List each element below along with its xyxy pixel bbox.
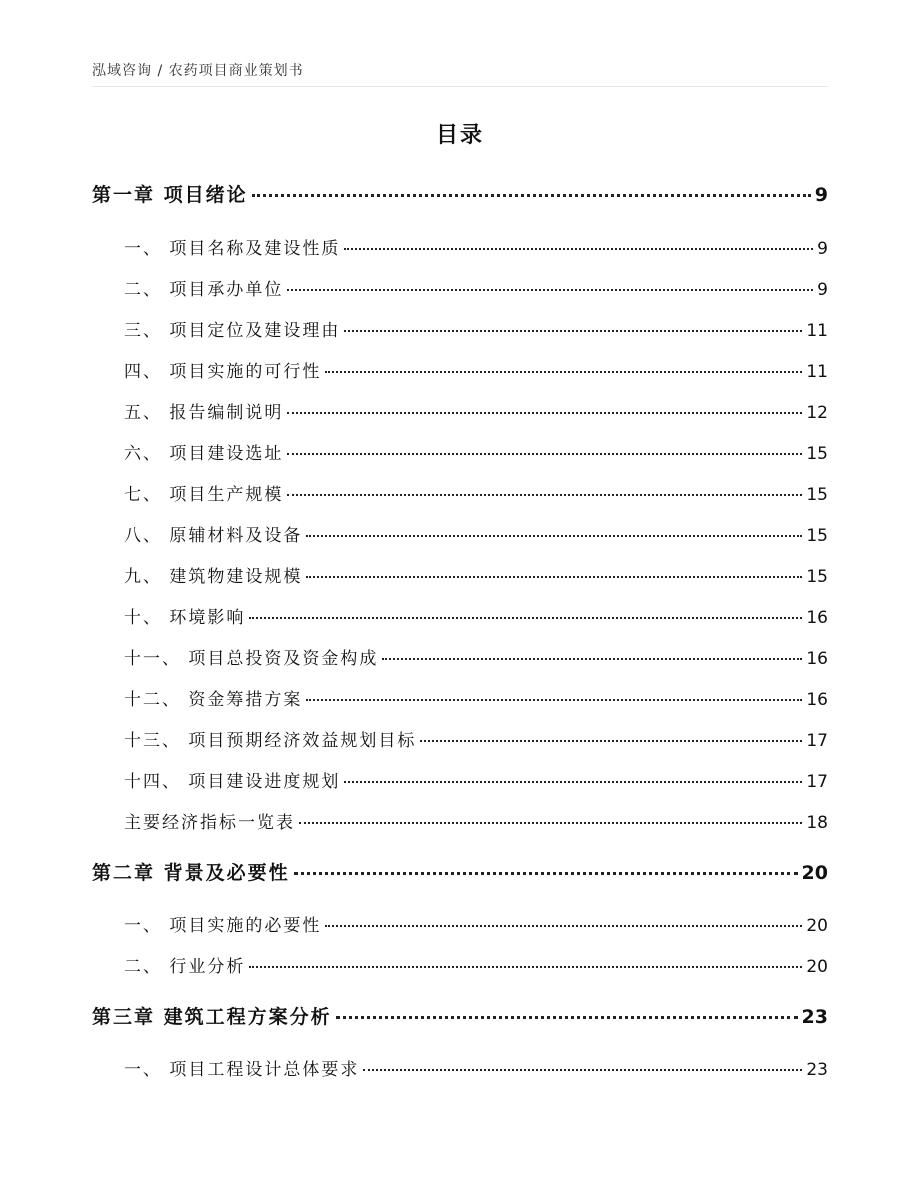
- toc-page-number: 17: [806, 731, 828, 751]
- toc-page-number: 9: [814, 184, 828, 206]
- dot-leader: [306, 576, 802, 578]
- toc-section[interactable]: [92, 480, 828, 505]
- toc-entry-label: 一、 项目工程设计总体要求: [124, 1060, 360, 1080]
- toc-page-number: 11: [806, 321, 828, 341]
- toc-chapter[interactable]: [92, 180, 828, 207]
- toc-page-number: 20: [801, 862, 828, 884]
- toc-entry-label: 第三章 建筑工程方案分析: [92, 1006, 332, 1028]
- toc-section[interactable]: [92, 562, 828, 587]
- dot-leader: [325, 371, 802, 373]
- dot-leader: [382, 658, 802, 660]
- dot-leader: [325, 925, 802, 927]
- toc-section[interactable]: [92, 357, 828, 382]
- toc-section[interactable]: [92, 234, 828, 259]
- toc-entry-label: 九、 建筑物建设规模: [124, 567, 303, 587]
- toc-entry-label: 三、 项目定位及建设理由: [124, 321, 341, 341]
- toc-page-number: 23: [806, 1060, 828, 1080]
- toc-entry-label: 主要经济指标一览表: [124, 813, 295, 833]
- dot-leader: [249, 617, 802, 619]
- toc-entry-label: 七、 项目生产规模: [124, 485, 284, 505]
- toc-entry-label: 六、 项目建设选址: [124, 444, 284, 464]
- toc-page-number: 12: [806, 403, 828, 423]
- dot-leader: [287, 453, 802, 455]
- toc-page-number: 11: [806, 362, 828, 382]
- dot-leader: [344, 330, 802, 332]
- toc-page-number: 15: [806, 485, 828, 505]
- toc-page-number: 23: [801, 1006, 828, 1028]
- toc-section[interactable]: [92, 952, 828, 977]
- toc-page-number: 20: [806, 957, 828, 977]
- dot-leader: [306, 535, 802, 537]
- dot-leader: [249, 966, 802, 968]
- dot-leader: [363, 1069, 802, 1071]
- toc-section[interactable]: [92, 275, 828, 300]
- toc-section[interactable]: [92, 767, 828, 792]
- dot-leader: [299, 822, 802, 824]
- toc-entry-label: 一、 项目实施的必要性: [124, 916, 322, 936]
- toc-section[interactable]: [92, 603, 828, 628]
- toc-page-number: 15: [806, 444, 828, 464]
- toc-page-number: 18: [806, 813, 828, 833]
- toc-entry-label: 十三、 项目预期经济效益规划目标: [124, 731, 417, 751]
- toc-entry-label: 四、 项目实施的可行性: [124, 362, 322, 382]
- toc-page-number: 15: [806, 526, 828, 546]
- dot-leader: [252, 194, 811, 197]
- dot-leader: [336, 1016, 798, 1019]
- toc-section[interactable]: [92, 521, 828, 546]
- toc-page-number: 16: [806, 649, 828, 669]
- dot-leader: [294, 872, 798, 875]
- dot-leader: [420, 740, 802, 742]
- toc-entry-label: 二、 项目承办单位: [124, 280, 284, 300]
- header-divider: [92, 86, 828, 87]
- toc-entry-label: 八、 原辅材料及设备: [124, 526, 303, 546]
- toc-section[interactable]: [92, 316, 828, 341]
- toc-page-number: 9: [817, 280, 828, 300]
- toc-section[interactable]: [92, 644, 828, 669]
- toc-page-number: 9: [817, 239, 828, 259]
- toc-section[interactable]: [92, 726, 828, 751]
- toc-page-number: 17: [806, 772, 828, 792]
- toc-entry-label: 十一、 项目总投资及资金构成: [124, 649, 379, 669]
- toc-entry-label: 十二、 资金筹措方案: [124, 690, 303, 710]
- dot-leader: [287, 494, 802, 496]
- toc-entry-label: 十四、 项目建设进度规划: [124, 772, 341, 792]
- toc-section[interactable]: [92, 685, 828, 710]
- toc-section[interactable]: [92, 398, 828, 423]
- dot-leader: [287, 289, 813, 291]
- toc-entry-label: 第二章 背景及必要性: [92, 862, 290, 884]
- dot-leader: [344, 781, 802, 783]
- toc-page-number: 16: [806, 690, 828, 710]
- toc-chapter[interactable]: [92, 858, 828, 885]
- toc-section[interactable]: [92, 808, 828, 833]
- toc-page-number: 16: [806, 608, 828, 628]
- dot-leader: [306, 699, 802, 701]
- toc-entry-label: 第一章 项目绪论: [92, 184, 248, 206]
- dot-leader: [287, 412, 802, 414]
- toc-section[interactable]: [92, 439, 828, 464]
- dot-leader: [344, 248, 813, 250]
- running-header: 泓域咨询 / 农药项目商业策划书: [92, 63, 304, 79]
- toc-entry-label: 十、 环境影响: [124, 608, 246, 628]
- toc-section[interactable]: [92, 1055, 828, 1080]
- toc-entry-label: 五、 报告编制说明: [124, 403, 284, 423]
- toc-entry-label: 一、 项目名称及建设性质: [124, 239, 341, 259]
- toc-chapter[interactable]: [92, 1002, 828, 1029]
- toc-section[interactable]: [92, 911, 828, 936]
- toc-page-number: 20: [806, 916, 828, 936]
- toc-page-number: 15: [806, 567, 828, 587]
- toc-title: 目录: [435, 123, 484, 148]
- toc-entry-label: 二、 行业分析: [124, 957, 246, 977]
